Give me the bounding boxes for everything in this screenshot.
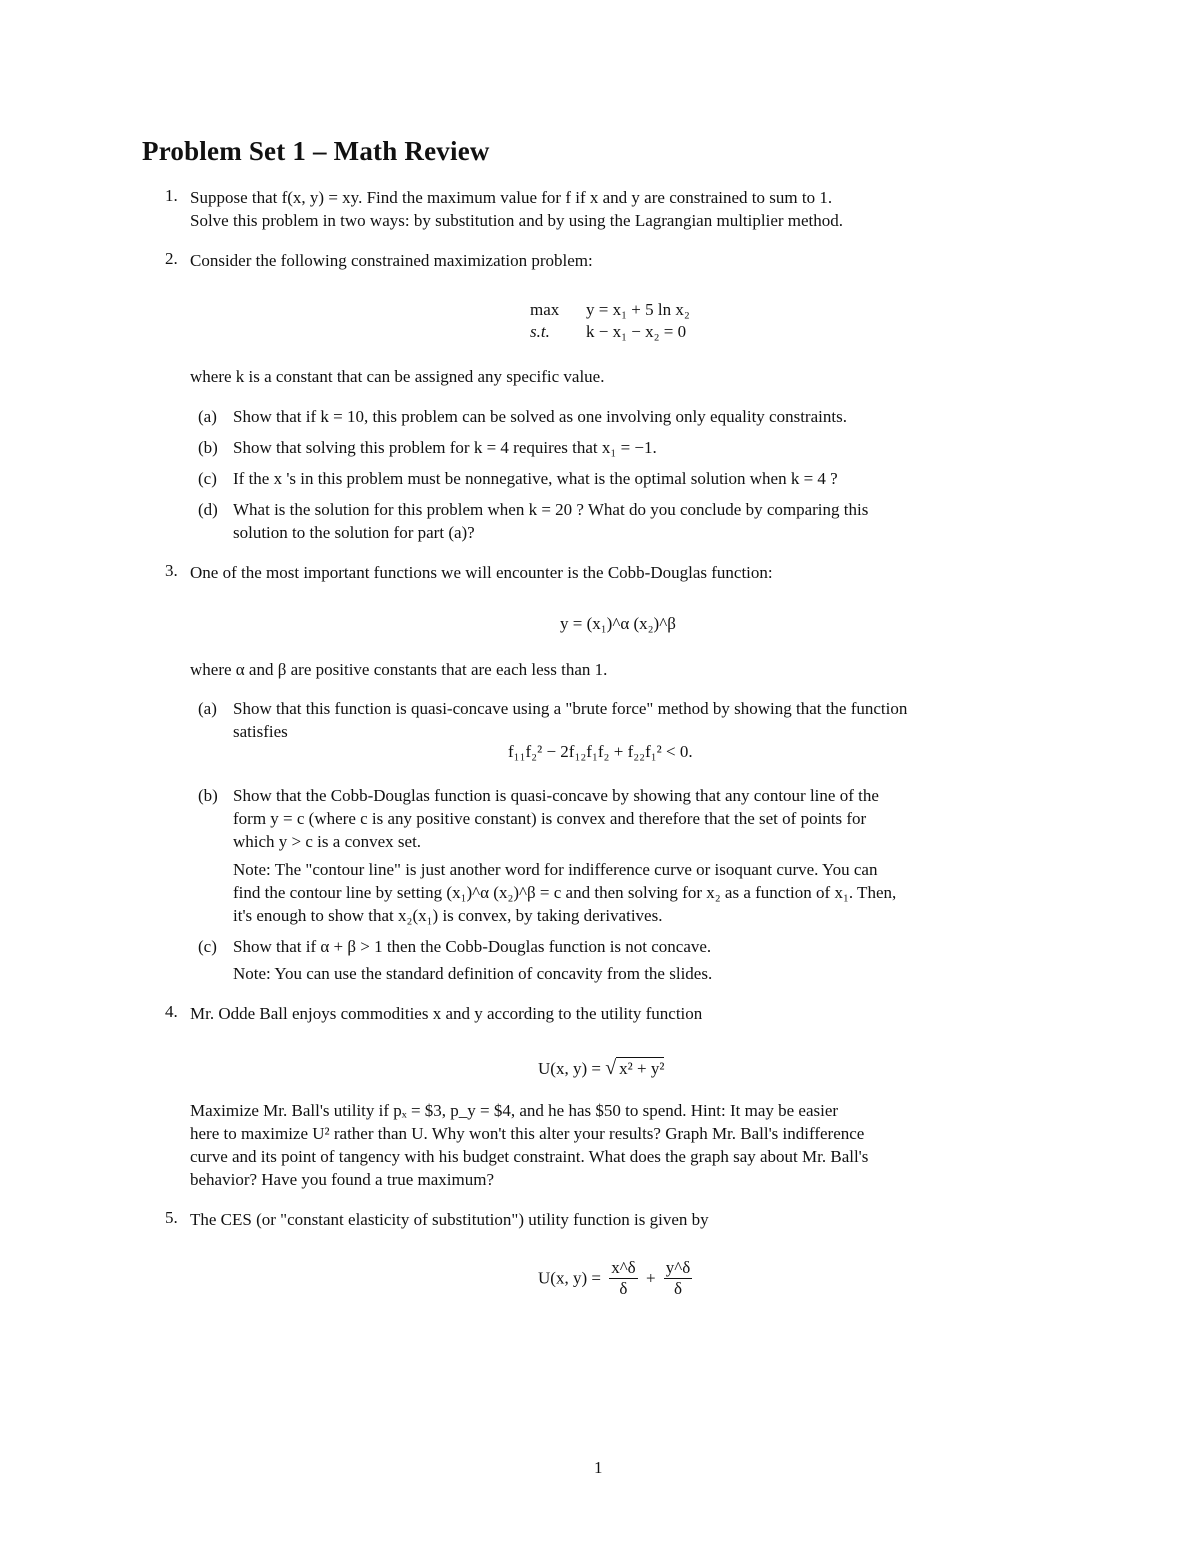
problem-2-intro: Consider the following constrained maximization problem:: [190, 251, 593, 270]
problem-2-number: 2.: [165, 249, 178, 268]
problem-4-line-1: Maximize Mr. Ball's utility if pₓ = $3, p_y = $4, and he has $50 to spend. Hint: It may be easier: [190, 1101, 839, 1120]
problem-2-eq-label-1: max: [530, 300, 560, 319]
problem-2c-text: If the x 's in this problem must be nonnegative, what is the optimal solution when k = 4 ?: [233, 469, 838, 488]
problem-3b-line-1: Show that the Cobb-Douglas function is quasi-concave by showing that any contour line of the: [233, 786, 879, 805]
ces-plus: +: [645, 1268, 656, 1288]
problem-3b-line-2: form y = c (where c is any positive constant) is convex and therefore that the set of points for: [233, 809, 867, 828]
problem-1-line-2: Solve this problem in two ways: by substitution and by using the Lagrangian multiplier method.: [190, 211, 844, 230]
problem-1-line-1: Suppose that f(x, y) = xy. Find the maximum value for f if x and y are constrained to sum to 1.: [190, 188, 833, 207]
utility-function-4: [538, 1057, 664, 1080]
problem-2-eq-label-2: s.t.: [530, 322, 550, 341]
utility-4-radicand: x² + y²: [616, 1057, 664, 1078]
page-number: 1: [594, 1458, 603, 1477]
problem-3c-text: Show that if α + β > 1 then the Cobb-Douglas function is not concave.: [233, 937, 712, 956]
ces-fraction-x: [609, 1258, 638, 1299]
utility-4-left: U(x, y) =: [538, 1059, 601, 1078]
problem-3c-label: (c): [198, 937, 217, 956]
problem-2-constraint: k − x₁ − x₂ = 0: [586, 322, 687, 341]
problem-3a-label: (a): [198, 699, 217, 718]
problem-3b-note-line-3: it's enough to show that x₂(x₁) is convex, by taking derivatives.: [233, 906, 663, 925]
problem-5-intro: The CES (or "constant elasticity of substitution") utility function is given by: [190, 1210, 709, 1229]
cobb-douglas-equation: y = (x₁)^α (x₂)^β: [560, 614, 676, 633]
problem-3b-note-line-1: Note: The "contour line" is just another word for indifference curve or isoquant curve. You can: [233, 860, 878, 879]
problem-4-line-2: here to maximize U² rather than U. Why won't this alter your results? Graph Mr. Ball's indifference: [190, 1124, 865, 1143]
ces-utility-function: [538, 1258, 696, 1299]
problem-5-number: 5.: [165, 1208, 178, 1227]
ces-denominator-y: δ: [674, 1279, 683, 1298]
ces-left: U(x, y) =: [538, 1268, 601, 1288]
problem-2b-text: Show that solving this problem for k = 4 requires that x₁ = −1.: [233, 438, 657, 457]
problem-3b-label: (b): [198, 786, 218, 805]
problem-4-intro: Mr. Odde Ball enjoys commodities x and y according to the utility function: [190, 1004, 703, 1023]
problem-3a-line-1: Show that this function is quasi-concave using a "brute force" method by showing that the function: [233, 699, 908, 718]
problem-4-line-4: behavior? Have you found a true maximum?: [190, 1170, 495, 1189]
problem-3-intro: One of the most important functions we will encounter is the Cobb-Douglas function:: [190, 563, 773, 582]
problem-3c-note: Note: You can use the standard definition of concavity from the slides.: [233, 964, 713, 983]
problem-2a-text: Show that if k = 10, this problem can be solved as one involving only equality constraints.: [233, 407, 847, 426]
problem-3-number: 3.: [165, 561, 178, 580]
ces-numerator-x: x^δ: [611, 1258, 636, 1277]
problem-2d-line-2: solution to the solution for part (a)?: [233, 523, 475, 542]
problem-3-after: where α and β are positive constants that are each less than 1.: [190, 660, 608, 679]
problem-2-objective: y = x₁ + 5 ln x₂: [586, 300, 690, 319]
problem-2d-line-1: What is the solution for this problem when k = 20 ? What do you conclude by comparing this: [233, 500, 869, 519]
ces-numerator-y: y^δ: [665, 1258, 691, 1277]
problem-2-after: where k is a constant that can be assigned any specific value.: [190, 367, 605, 386]
problem-4-number: 4.: [165, 1002, 178, 1021]
problem-2b-label: (b): [198, 438, 218, 457]
problem-3a-line-2: satisfies: [233, 722, 288, 741]
problem-2c-label: (c): [198, 469, 217, 488]
sqrt-icon: √: [605, 1057, 617, 1079]
ces-denominator-x: δ: [619, 1279, 628, 1298]
problem-2a-label: (a): [198, 407, 217, 426]
problem-1-number: 1.: [165, 186, 178, 205]
problem-3b-line-3: which y > c is a convex set.: [233, 832, 422, 851]
problem-4-line-3: curve and its point of tangency with his budget constraint. What does the graph say about Mr. Ball's: [190, 1147, 869, 1166]
problem-3b-note-line-2: find the contour line by setting (x₁)^α (x₂)^β = c and then solving for x₂ as a function of x₁. Then,: [233, 883, 897, 902]
ces-fraction-y: [664, 1258, 693, 1299]
quasi-concavity-condition: f₁₁f₂² − 2f₁₂f₁f₂ + f₂₂f₁² < 0.: [508, 742, 693, 761]
page-title: Problem Set 1 – Math Review: [142, 136, 490, 166]
problem-2d-label: (d): [198, 500, 218, 519]
